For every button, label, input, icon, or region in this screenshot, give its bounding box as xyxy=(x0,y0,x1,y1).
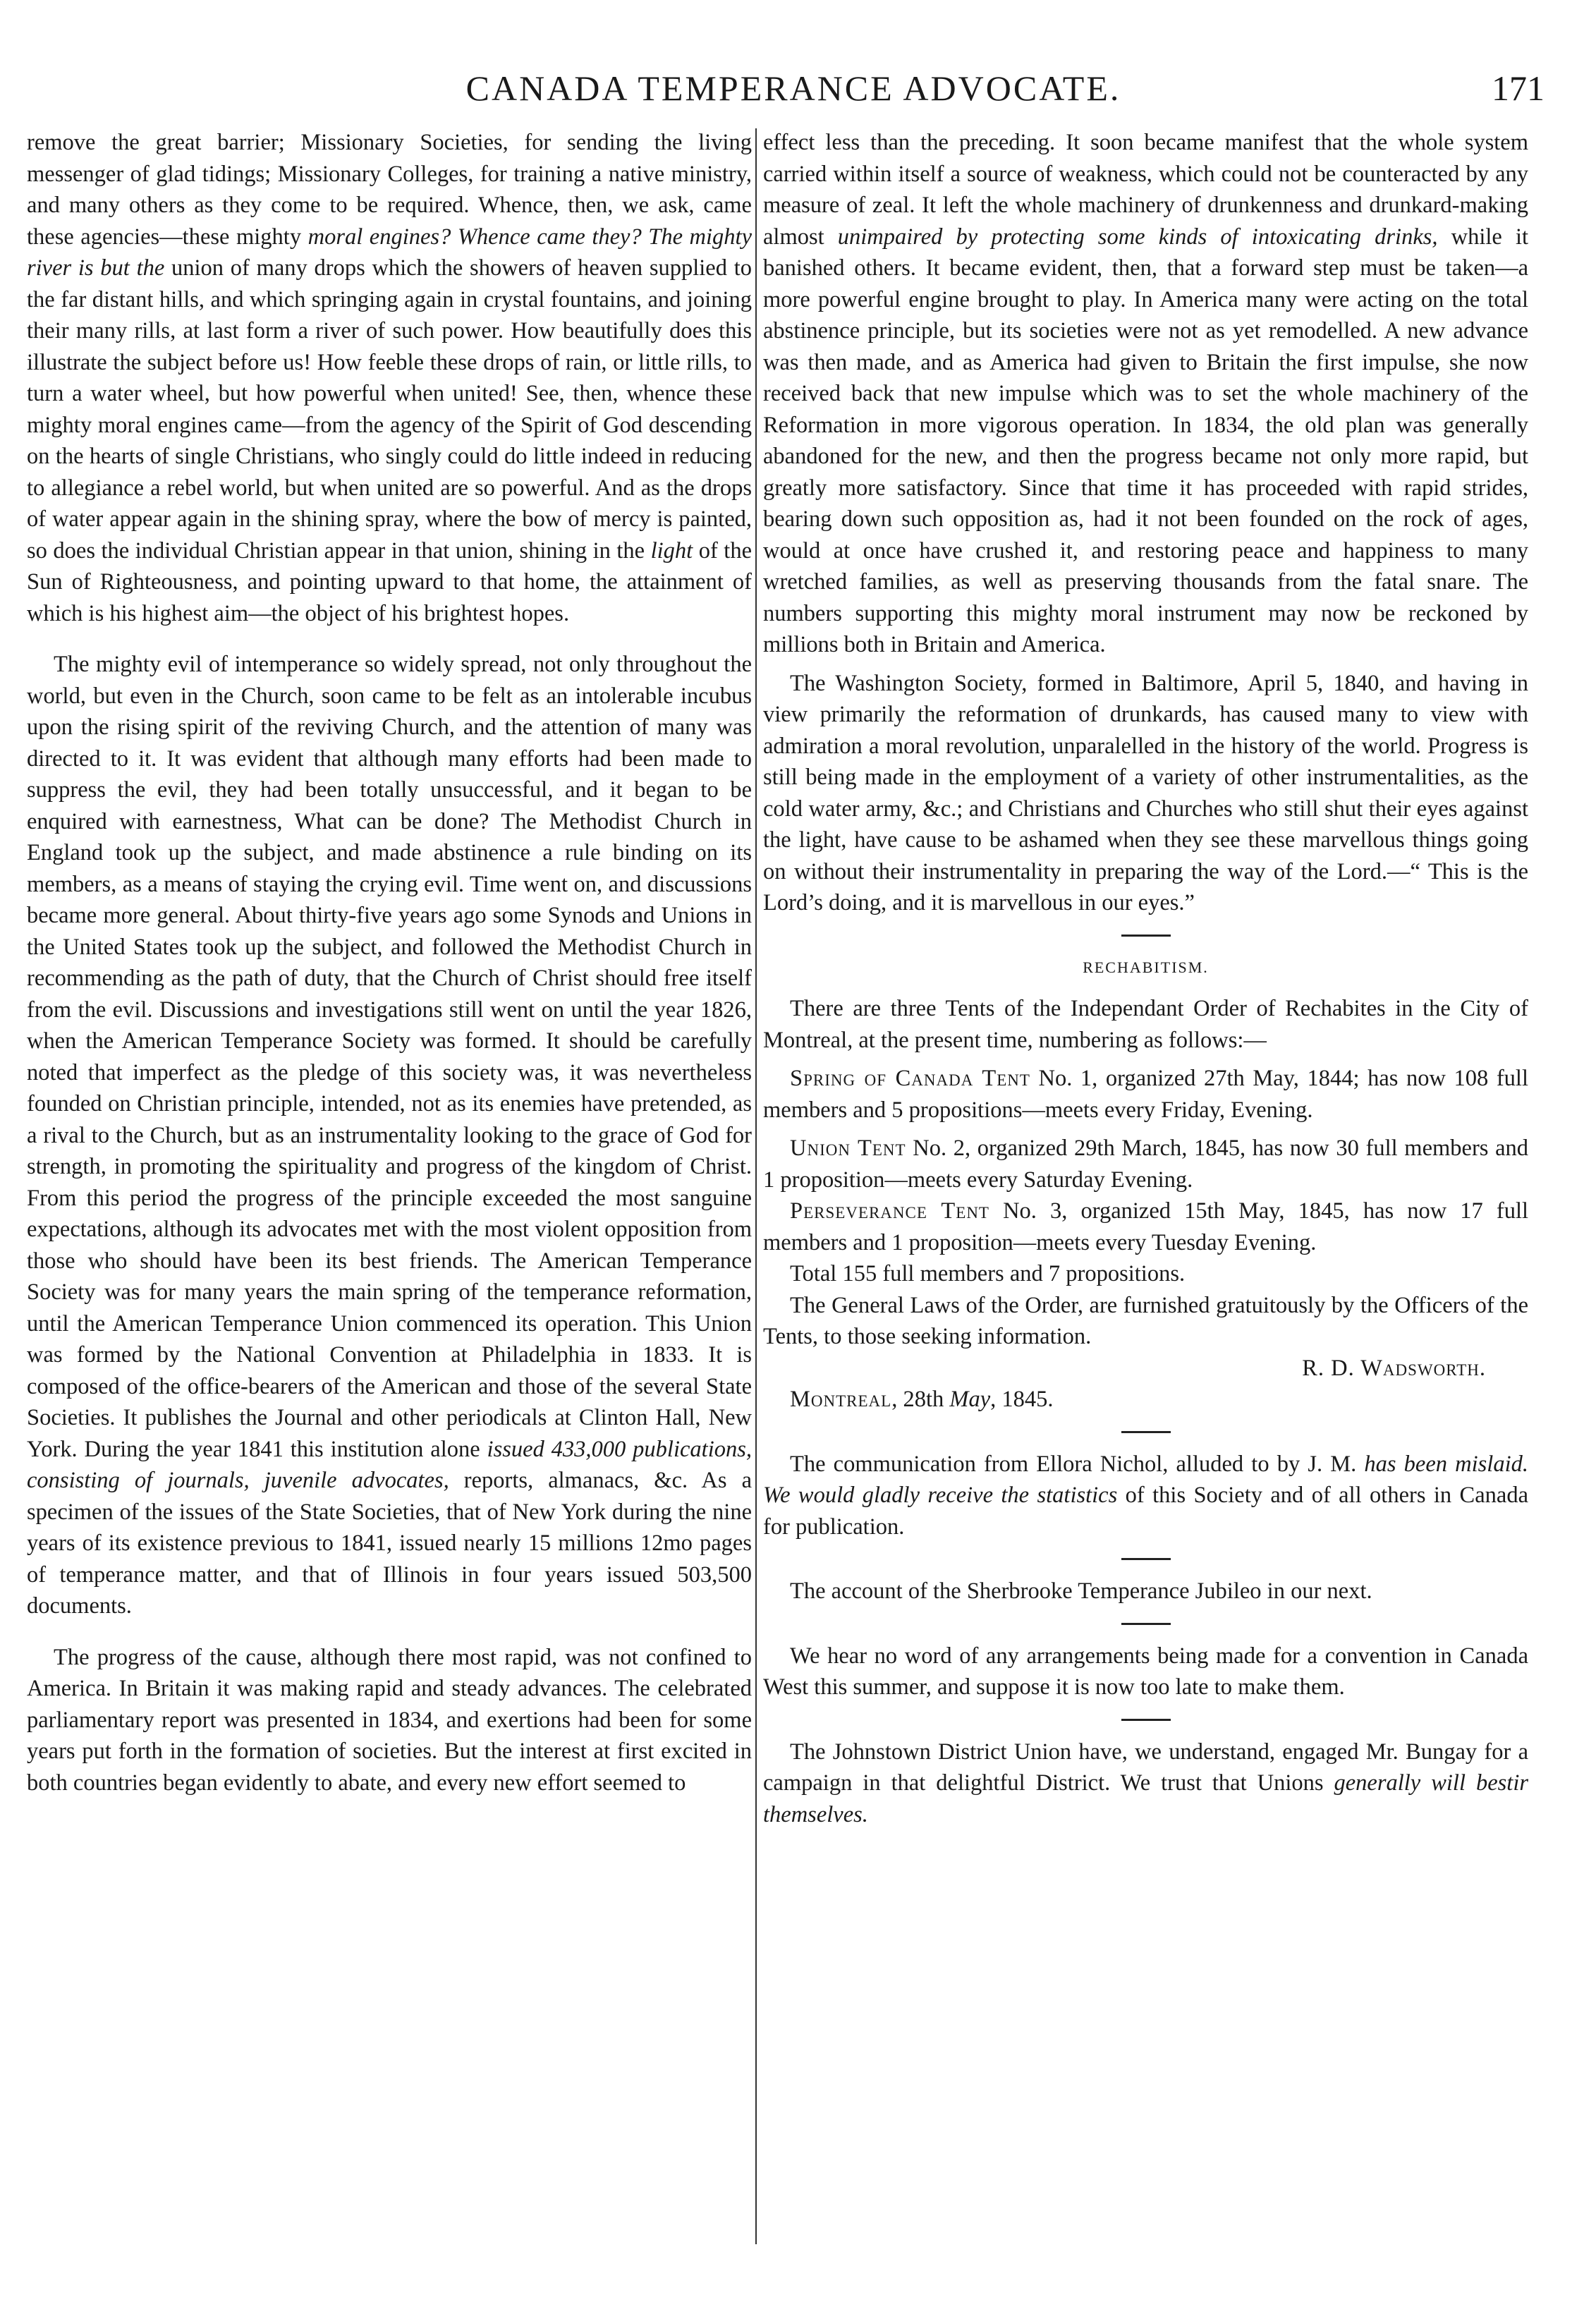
paragraph-text: We hear no word of any arrangements being made for a convention in Canada West this summer, and suppose it is now too late to make them. xyxy=(763,1643,1528,1700)
paragraph-text: of the Sun of Righteousness, and pointing upward to that home, the attainment of which is his highest aim—the object of his brightest hopes. xyxy=(27,537,753,626)
editorial-note xyxy=(763,1449,1528,1543)
paragraph-text: The mighty evil of intemperance so widely spread, not only throughout the world, but even in the Church, soon came to be felt as an intolerable incubus upon the rising spirit of the reviving Church, and the attention of many was directed to it. It was evident that although many efforts had been made to suppress the evil, they had been totally unsuccessful, and it began to be enquired with earnestness, What can be done? The Methodist Church in England took up the subject, and made abstinence a rule binding on its members, as a means of staying the crying evil. Time went on, and discussions became more general. About thirty-five years ago some Synods and Unions in the United States took up the subject, and followed the Methodist Church in recommending as the path of duty, that the Church of Christ should free itself from the evil. Discussions and investigations still went on until the year 1826, when the American Temperance Society was formed. It should be carefully noted that imperfect as the pledge of this society was, it was nevertheless founded on Christian principle, intended, not as its enemies have pretended, as a rival to the Church, but as an instrumentality looking to the grace of God for strength, in promoting the spirituality and progress of the kingdom of Christ. From this period the progress of the principle exceeded the most sanguine expectations, although its advocates met with the most violent opposition from those who should have been its best friends. The American Temperance Society was for many years the main spring of the temperance reformation, until the American Temperance Union commenced its operation. This Union was formed by the National Convention at Philadelphia in 1833. It is composed of the office-bearers of the American and those of the several State Societies. It publishes the Journal and other periodicals at Clinton Hall, New York. During the year 1841 this institution alone xyxy=(27,652,752,1462)
paragraph-text: while it banished others. It became evident, then, that a forward step must be taken—a more powerful engine brought to play. In America many were acting on the total abstinence principle, but its societies were not as yet remodelled. A new advance was then made, and as America had given to Britain the first impulse, she now received back that new impulse which was to set the whole machinery of the Reformation in more vigorous operation. In 1834, the old plan was generally abandoned for the new, and then the progress became not only more rapid, but greatly more satisfactory. Since that time it has proceeded with rapid strides, bearing down such opposition as, had it not been founded on the rock of ages, would at once have crushed it, and restoring peace and happiness to many wretched families, as well as preserving thousands from the fatal snare. The numbers supporting this mighty moral instrument may now be reckoned by millions both in Britain and America. xyxy=(763,224,1529,657)
paragraph-text: No. 1, organized 27th May, 1844; has now 108 full members and 5 propositions—meets every Friday, Evening. xyxy=(763,1066,1528,1123)
section-rule xyxy=(1121,1431,1171,1433)
paragraph-text: The General Laws of the Order, are furnished gratuitously by the Officers of the Tents, to those seeking information. xyxy=(763,1292,1528,1349)
emphasis-text: generally will bestir themselves. xyxy=(763,1770,1528,1827)
paragraph-text: of this Society and of all others in Canada for publication. xyxy=(763,1483,1528,1540)
section-heading: RECHABITISM. xyxy=(1083,958,1209,976)
paragraph-text: The Johnstown District Union have, we understand, engaged Mr. Bungay for a campaign in that delightful District. We trust that Unions xyxy=(763,1739,1528,1796)
dateline-place: Montreal xyxy=(790,1387,892,1412)
paragraph-text: Total 155 full members and 7 propositions. xyxy=(790,1261,1186,1286)
paragraph-text: The Washington Society, formed in Baltimore, April 5, 1840, and having in view primarily the reformation of drunkards, has caused many to view with admiration a moral revolution, unparalelled in the history of the world. Progress is still being made in the employment of a variety of other instrumentalities, as the cold water army, &c.; and Christians and Churches who still shut their eyes against the light, have cause to be ashamed when they see these marvellous things going on without their instrumentality in preparing the way of the Lord.—“ This is the Lord’s doing, and it is marvellous in our eyes.” xyxy=(763,670,1528,915)
tent-entry xyxy=(763,1133,1528,1195)
paragraph-text: union of many drops which the showers of heaven supplied to the far distant hills, and which springing again in crystal fountains, and joining their many rills, at last form a river of such power. How beautifully does this illustrate the subject before us! How feeble these drops of rain, or little rills, to turn a water wheel, but how powerful when united! See, then, whence these mighty moral engines came—from the agency of the Spirit of God descending on the hearts of single Christians, who singly could do little indeed in reducing to allegiance a rebel world, but when united are so powerful. And as the drops of water appear again in the shining spray, where the bow of mercy is painted, so does the individual Christian appear in that union, shining in the xyxy=(27,255,752,564)
paragraph-text: reports, almanacs, &c. As a specimen of the issues of the State Societies, that of New York during the nine years of its existence previous to 1841, issued nearly 15 millions 12mo pages of temperance matter, and that of Illinois in four years issued 503,500 documents. xyxy=(27,1468,752,1619)
column-divider xyxy=(755,128,757,2244)
dateline xyxy=(763,1384,1528,1416)
dateline-text: , 28th xyxy=(891,1387,950,1412)
paragraph-text: No. 2, organized 29th March, 1845, has now 30 full members and 1 proposition—meets every Saturday Evening. xyxy=(763,1136,1529,1193)
section-rule xyxy=(1121,1719,1171,1721)
notice-paragraph xyxy=(763,1258,1528,1290)
paragraph-text: The communication from Ellora Nichol, alluded to by J. M. xyxy=(790,1451,1365,1477)
emphasis-text: May xyxy=(949,1387,991,1412)
paragraph-text: effect less than the preceding. It soon became manifest that the whole system carried within itself a source of weakness, which could not be counteracted by any measure of zeal. It left the whole machinery of drunkenness and drunkard-making almost xyxy=(763,130,1528,250)
left-column xyxy=(27,127,752,1798)
page-header xyxy=(28,68,1559,117)
tent-entry xyxy=(763,1063,1528,1126)
notice-paragraph xyxy=(763,1290,1528,1353)
paragraph-text: The progress of the cause, although there most rapid, was not confined to America. In Britain it was making rapid and steady advances. The celebrated parliamentary report was presented in 1834, and exertions had been for some years put forth in the formation of societies. But the interest at first excited in both countries began evidently to abate, and every new effort seemed to xyxy=(27,1644,752,1796)
paragraph-text: The account of the Sherbrooke Temperance Jubileo in our next. xyxy=(790,1578,1372,1604)
notice-paragraph xyxy=(763,993,1528,1056)
tent-name: Spring of Canada Tent xyxy=(790,1066,1030,1091)
editorial-note xyxy=(763,1641,1528,1703)
emphasis-text: moral engines? Whence came they? The mighty river is but the xyxy=(27,224,752,281)
right-column xyxy=(763,127,1528,1830)
article-paragraph xyxy=(27,1642,752,1799)
paragraph-text: remove the great barrier; Missionary Societies, for sending the living messenger of glad tidings; Missionary Colleges, for training a native ministry, and many others as they come to be required. Whence, then, we ask, came these agencies—these mighty xyxy=(27,130,752,250)
article-paragraph xyxy=(763,127,1528,661)
dateline-text: , 1845. xyxy=(990,1387,1054,1412)
editorial-note xyxy=(763,1736,1528,1831)
tent-entry xyxy=(763,1195,1528,1258)
tent-name: Union Tent xyxy=(790,1136,906,1161)
section-rule xyxy=(1121,935,1171,937)
article-paragraph xyxy=(27,649,752,1622)
masthead-title: CANADA TEMPERANCE ADVOCATE. xyxy=(465,68,1121,108)
signature: R. D. Wadsworth. xyxy=(1302,1355,1486,1381)
section-rule xyxy=(1121,1558,1171,1560)
tent-name: Perseverance Tent xyxy=(790,1198,989,1224)
emphasis-text: light xyxy=(650,537,693,564)
article-paragraph xyxy=(27,127,752,629)
article-paragraph xyxy=(763,668,1528,919)
section-rule xyxy=(1121,1623,1171,1625)
editorial-note xyxy=(763,1576,1528,1607)
emphasis-text: unimpaired by protecting some kinds of intoxicating drinks, xyxy=(837,224,1438,250)
emphasis-text: has been mislaid. We would gladly receive the statistics xyxy=(763,1451,1528,1508)
page-number: 171 xyxy=(1492,68,1545,108)
paragraph-text: There are three Tents of the Independant Order of Rechabites in the City of Montreal, at the present time, numbering as follows:— xyxy=(763,996,1528,1053)
emphasis-text: issued 433,000 publications, consisting of journals, juvenile advocates, xyxy=(27,1436,752,1493)
paragraph-text: No. 3, organized 15th May, 1845, has now 17 full members and 1 proposition—meets every Tuesday Evening. xyxy=(763,1198,1528,1255)
